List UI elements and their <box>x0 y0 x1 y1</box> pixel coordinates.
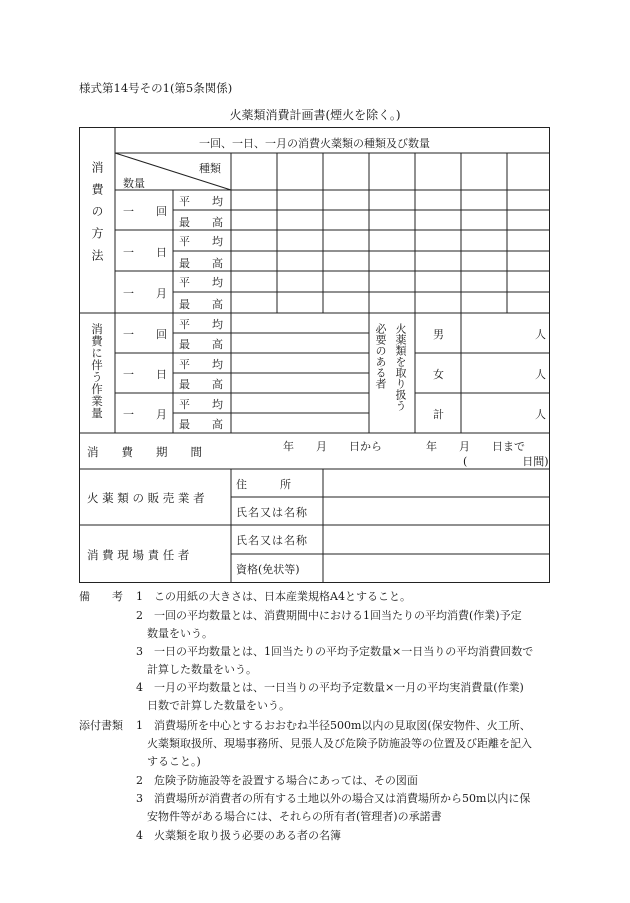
work-once-label: 一 回 <box>123 328 167 341</box>
female-label: 女 <box>433 368 444 381</box>
attachments-line: 1 消費場所を中心とするおおむね半径500m以内の見取図(保安物件、火工所、 <box>136 719 531 732</box>
method-day-label: 一 日 <box>123 246 167 259</box>
remarks-line: 計算した数量をいう。 <box>147 663 257 676</box>
attachments-line: 4 火薬類を取り扱う必要のある者の名簿 <box>136 829 341 842</box>
seller-label: 火 薬 類 の 販 売 業 者 <box>87 491 205 505</box>
remarks-line: 日数で計算した数量をいう。 <box>147 699 290 712</box>
needed-persons-label: 必要のある者 <box>374 323 387 389</box>
work-once-average: 平 均 <box>179 318 223 331</box>
manager-name-label: 氏名又は名称 <box>236 534 308 547</box>
remarks-line: 4 一月の平均数量とは、一日当りの平均予定数量×一月の平均実消費量(作業) <box>136 681 524 694</box>
work-once-maximum: 最 高 <box>179 338 223 351</box>
workers-label: 消費に伴う作業量 <box>90 323 104 419</box>
method-month-average: 平 均 <box>179 276 223 289</box>
attachments-line: 安物件等がある場合には、それらの所有者(管理者)の承諾書 <box>147 810 442 823</box>
remarks-line: 数量をいう。 <box>147 627 213 640</box>
seller-name-label: 氏名又は名称 <box>236 506 308 519</box>
attachments-line: 3 消費場所が消費者の所有する土地以外の場合又は消費場所から50m以内に保 <box>136 792 531 805</box>
method-month-label: 一 月 <box>123 287 167 300</box>
male-unit: 人 <box>535 328 546 341</box>
work-day-maximum: 最 高 <box>179 378 223 391</box>
manager-label: 消 費 現 場 責 任 者 <box>87 548 190 562</box>
attachments-line: すること。) <box>147 755 201 768</box>
method-once-label: 一 回 <box>123 205 167 218</box>
work-month-average: 平 均 <box>179 398 223 411</box>
consumption-plan-table <box>79 127 550 583</box>
work-month-maximum: 最 高 <box>179 418 223 431</box>
period-label: 消 費 期 間 <box>87 445 202 459</box>
period-value-line1: 年 月 日から 年 月 日まで <box>283 440 525 453</box>
method-day-average: 平 均 <box>179 235 223 248</box>
attachments-heading: 添付書類 <box>79 719 123 732</box>
manager-qualification-label: 資格(免状等) <box>236 563 300 576</box>
quantity-header: 一回、一日、一月の消費火薬類の種類及び数量 <box>199 137 430 150</box>
table-grid <box>79 127 550 583</box>
method-month-maximum: 最 高 <box>179 298 223 311</box>
form-title: 火薬類消費計画書(煙火を除く。) <box>229 108 401 122</box>
work-month-label: 一 月 <box>123 408 167 421</box>
period-value-line2: ( 日間) <box>463 455 549 468</box>
handlers-label: 火薬類を取り扱う <box>394 323 407 411</box>
total-label: 計 <box>433 408 444 421</box>
attachments-line: 火薬類取扱所、現場事務所、見張人及び危険予防施設等の位置及び距離を記入 <box>147 737 532 750</box>
qty-label: 数量 <box>123 177 145 190</box>
method-once-maximum: 最 高 <box>179 216 223 229</box>
method-label: 消費の方法 <box>90 161 104 271</box>
seller-address-label: 住 所 <box>236 478 291 491</box>
method-day-maximum: 最 高 <box>179 257 223 270</box>
remarks-line: 3 一日の平均数量とは、1回当たりの平均予定数量×一日当りの平均消費回数で <box>136 645 534 658</box>
male-label: 男 <box>433 328 444 341</box>
form-number: 様式第14号その1(第5条関係) <box>79 81 233 95</box>
female-unit: 人 <box>535 368 546 381</box>
attachments-line: 2 危険予防施設等を設置する場合にあっては、その図面 <box>136 774 418 787</box>
remarks-line: 1 この用紙の大きさは、日本産業規格A4とすること。 <box>136 590 411 603</box>
remarks-line: 2 一回の平均数量とは、消費期間中における1回当たりの平均消費(作業)予定 <box>136 609 522 622</box>
method-once-average: 平 均 <box>179 195 223 208</box>
remarks-heading: 備 考 <box>79 590 123 603</box>
work-day-label: 一 日 <box>123 368 167 381</box>
total-unit: 人 <box>535 408 546 421</box>
work-day-average: 平 均 <box>179 358 223 371</box>
kind-label: 種類 <box>199 162 221 175</box>
